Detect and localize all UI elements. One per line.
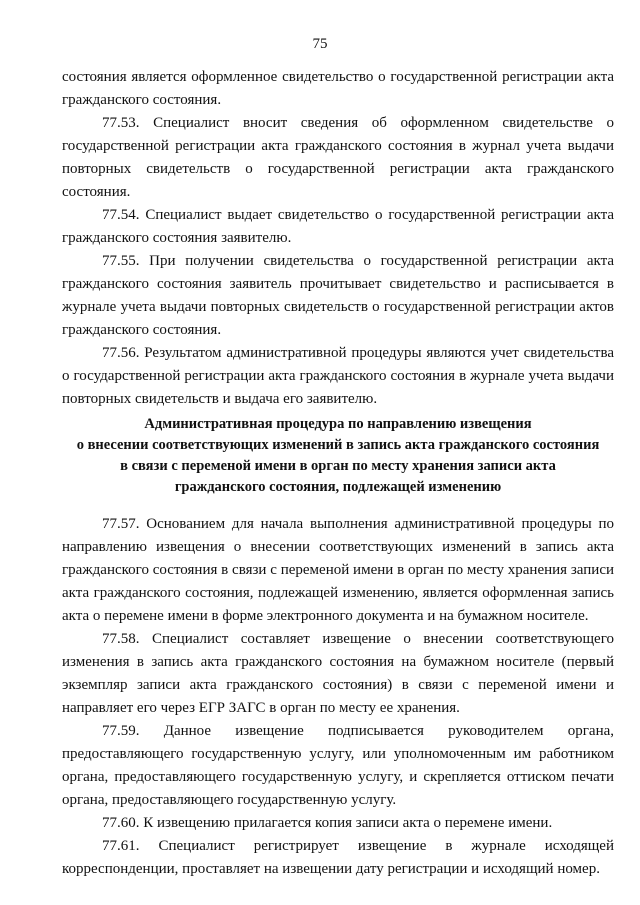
heading-line: в связи с переменой имени в орган по месту хранения записи акта	[120, 458, 556, 474]
paragraph-77-60: 77.60. К извещению прилагается копия записи акта о перемене имени.	[102, 815, 553, 831]
heading-line: Административная процедура по направлению извещения	[144, 416, 532, 432]
page-number: 75	[312, 36, 328, 52]
paragraph-77-57: 77.57. Основанием для начала выполнения административной процедуры по направлению извещения о внесении соответствующих изменений в запись акта гражданского состояния в связи с переменой имени в орган по месту хранения записи акта гражданского состояния, подлежащей изменению, является оформленная запись акта о перемене имени в форме электронного документа и на бумажном носителе.	[62, 516, 614, 624]
paragraph-continuation: состояния является оформленное свидетельство о государственной регистрации акта гражданского состояния.	[62, 69, 614, 108]
heading-line: гражданского состояния, подлежащей изменению	[174, 479, 502, 495]
paragraph-77-54: 77.54. Специалист выдает свидетельство о государственной регистрации акта гражданского состояния заявителю.	[62, 207, 614, 246]
section-heading	[62, 414, 614, 498]
paragraph-77-56: 77.56. Результатом административной процедуры являются учет свидетельства о государственной регистрации акта гражданского состояния в журнале учета выдачи повторных свидетельств и выдача его заявителю.	[62, 345, 614, 407]
paragraph-77-61: 77.61. Специалист регистрирует извещение в журнале исходящей корреспонденции, проставляет на извещении дату регистрации и исходящий номер.	[62, 838, 614, 877]
paragraph-77-53: 77.53. Специалист вносит сведения об оформленном свидетельстве о государственной регистрации акта гражданского состояния в журнал учета выдачи повторных свидетельств о государственной регистрации акта гражданского состояния.	[62, 115, 614, 200]
top-text-block	[62, 66, 614, 411]
heading-line: о внесении соответствующих изменений в запись акта гражданского состояния	[76, 437, 600, 453]
paragraph-77-58: 77.58. Специалист составляет извещение о внесении соответствующего изменения в запись акта гражданского состояния на бумажном носителе (первый экземпляр записи акта гражданского состояния) в связи с переменой имени и направляет его через ЕГР ЗАГС в орган по месту ее хранения.	[62, 631, 614, 716]
paragraph-77-59: 77.59. Данное извещение подписывается руководителем органа, предоставляющего государственную услугу, или уполномоченным им работником органа, предоставляющего государственную услугу, и скрепляется оттиском печати органа, предоставляющего государственную услугу.	[62, 723, 614, 808]
paragraph-77-55: 77.55. При получении свидетельства о государственной регистрации акта гражданского состояния заявитель прочитывает свидетельство и расписывается в журнале учета выдачи повторных свидетельств о государственной регистрации актов гражданского состояния.	[62, 253, 614, 338]
bottom-text-block	[62, 513, 614, 881]
